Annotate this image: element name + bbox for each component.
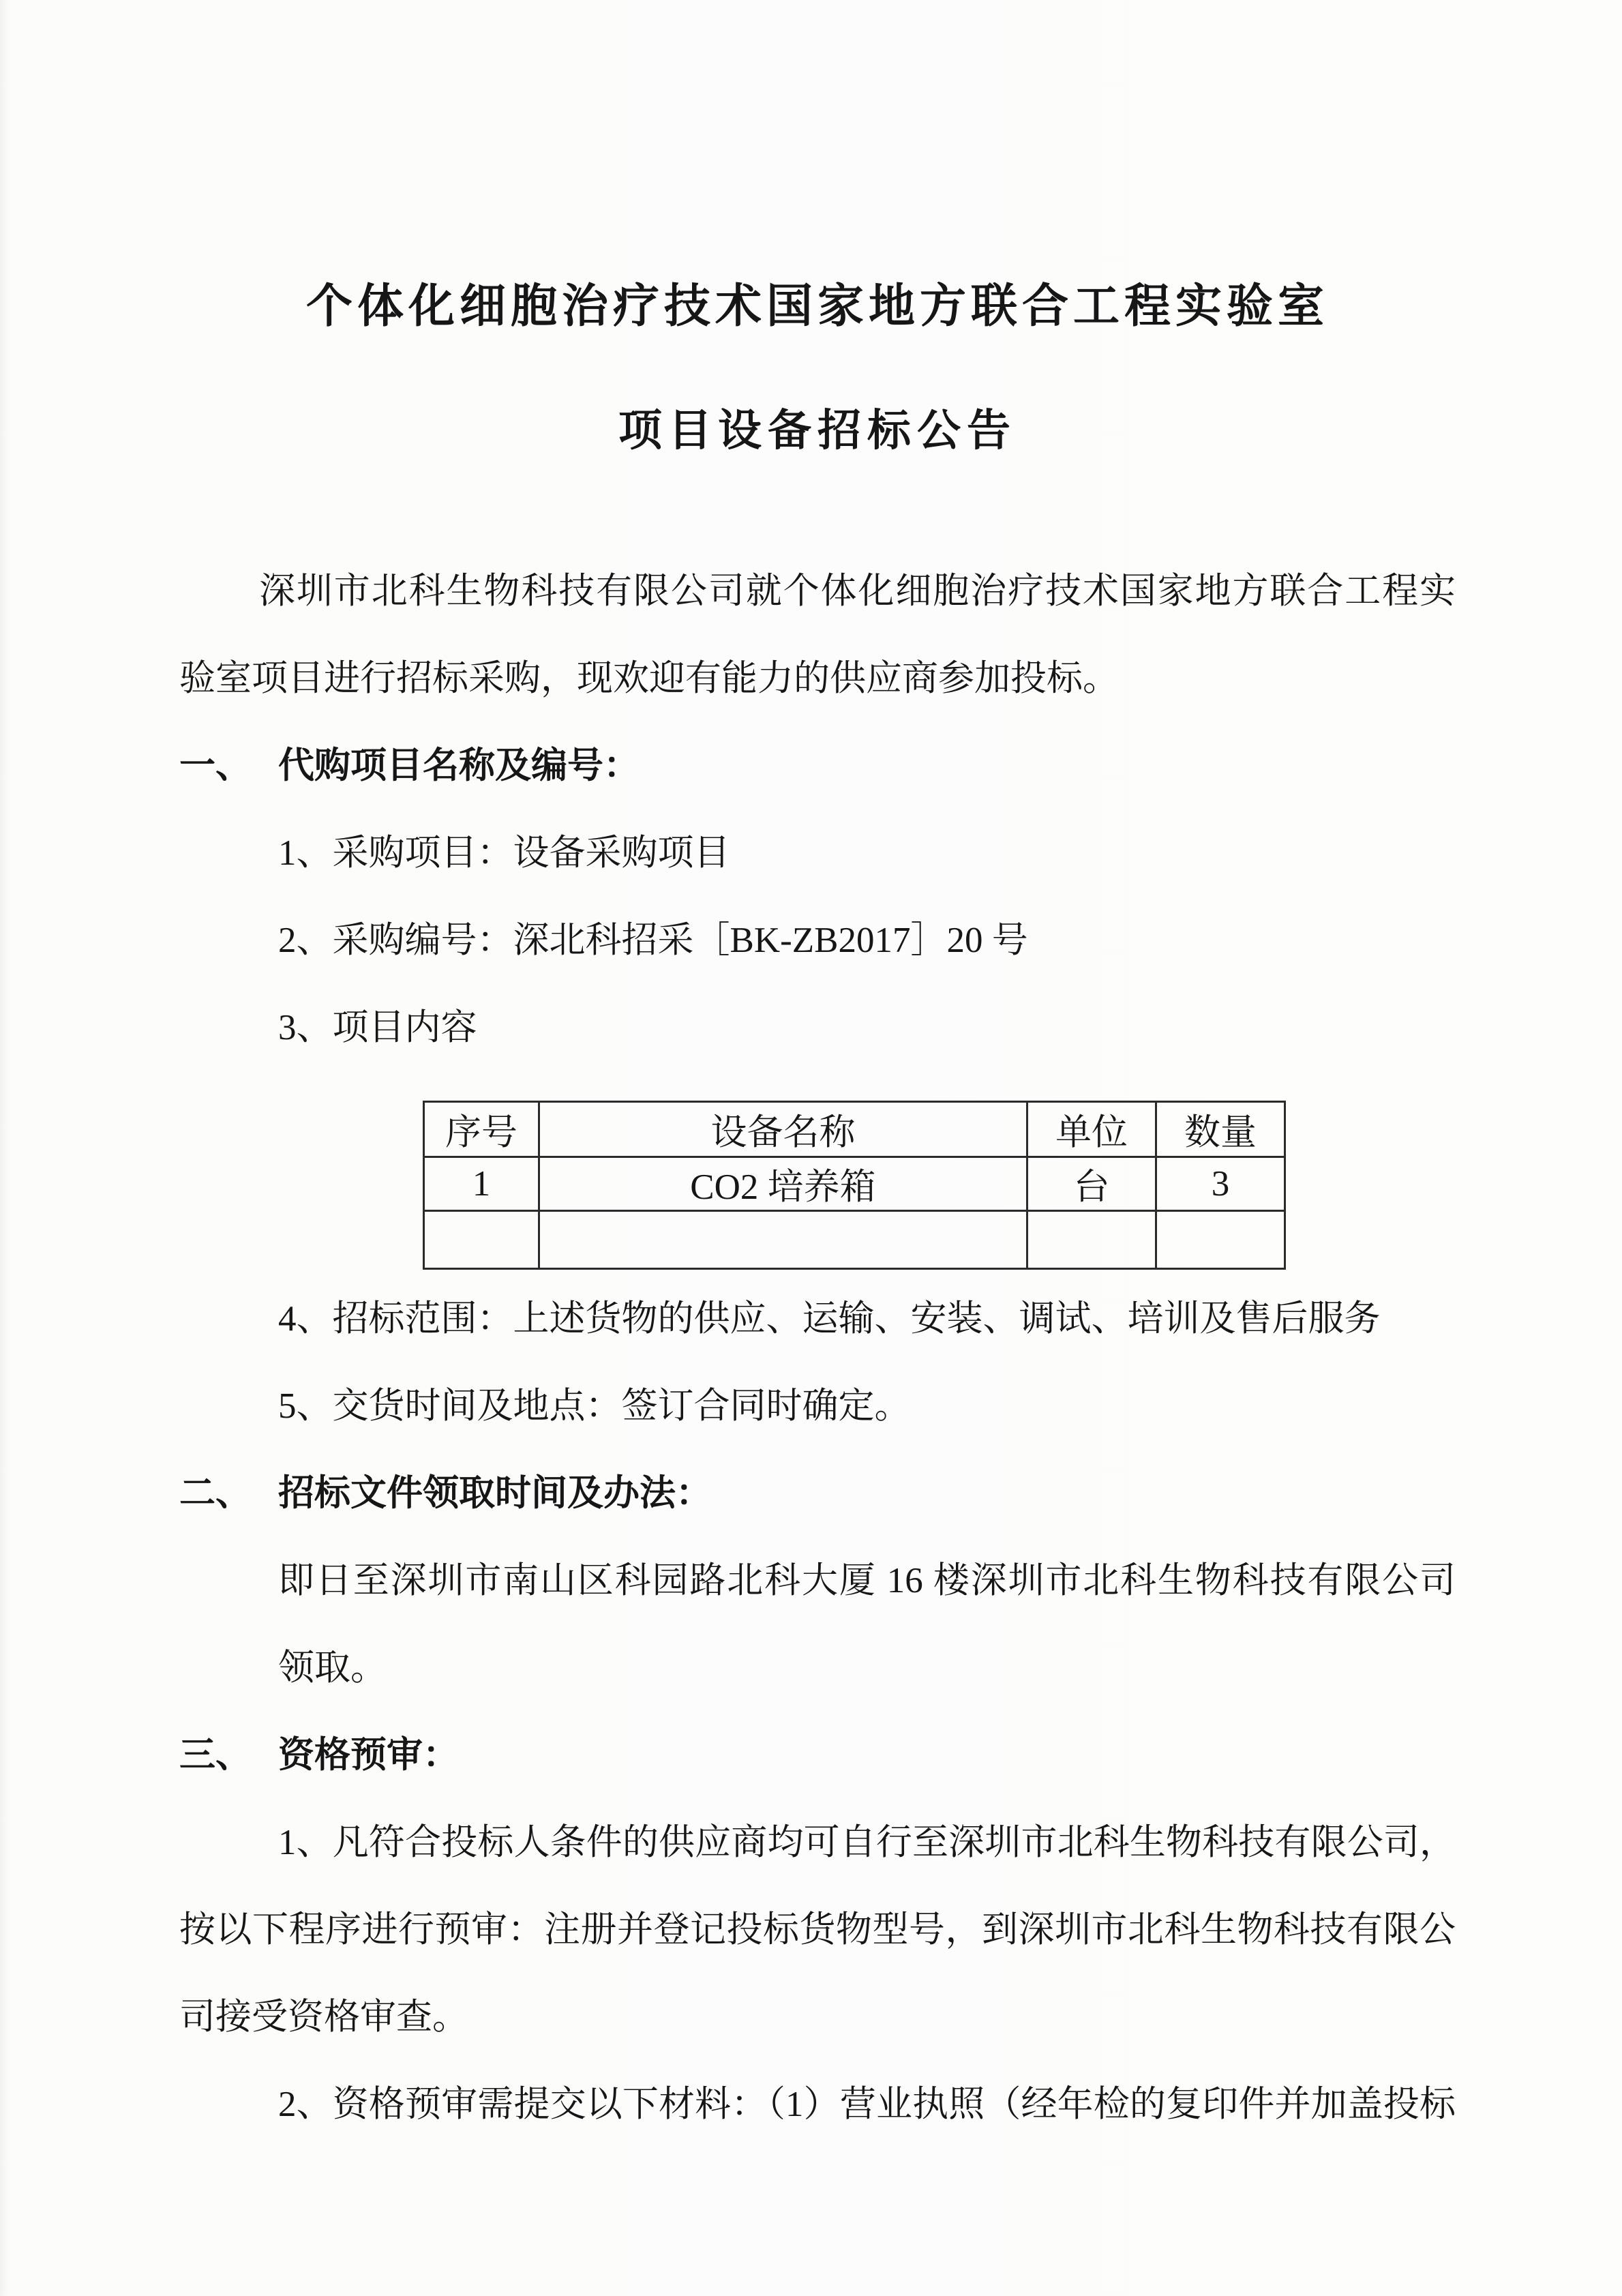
cell-name: CO2 培养箱 — [539, 1157, 1027, 1211]
section-1-heading — [179, 722, 1456, 809]
section-3-title: 资格预审： — [278, 1735, 459, 1775]
intro-paragraph — [179, 548, 1456, 722]
section-1-item-1: 1、采购项目：设备采购项目 — [278, 833, 730, 873]
col-header-no: 序号 — [424, 1102, 539, 1157]
table-row-empty — [424, 1211, 1285, 1269]
section-1-item-2: 2、采购编号：深北科招采［BK-ZB2017］20 号 — [278, 921, 1028, 960]
section-2-line-2: 领取。 — [278, 1648, 387, 1688]
cell-qty: 3 — [1156, 1157, 1285, 1211]
section-3-line-3: 司接受资格审查。 — [179, 1997, 468, 2037]
section-2-heading — [179, 1450, 1456, 1537]
cell-unit: 台 — [1027, 1157, 1156, 1211]
table-header-row — [424, 1102, 1285, 1157]
section-1-item-3: 3、项目内容 — [278, 1008, 477, 1047]
cell-no — [424, 1211, 539, 1269]
section-3-marker: 三、 — [179, 1735, 252, 1775]
section-1-item-5: 5、交货时间及地点：签订合同时确定。 — [278, 1386, 911, 1426]
cell-unit — [1027, 1211, 1156, 1269]
equipment-table — [423, 1101, 1286, 1270]
section-1-marker: 一、 — [179, 746, 252, 786]
section-3-heading — [179, 1712, 1456, 1799]
document-title-line1: 个体化细胞治疗技术国家地方联合工程实验室 — [305, 280, 1329, 332]
intro-line-2: 验室项目进行招标采购，现欢迎有能力的供应商参加投标。 — [179, 659, 1119, 698]
cell-name — [539, 1211, 1027, 1269]
section-2-marker: 二、 — [179, 1474, 252, 1513]
col-header-name: 设备名称 — [539, 1102, 1027, 1157]
section-2-line-1: 即日至深圳市南山区科园路北科大厦 16 楼深圳市北科生物科技有限公司 — [278, 1561, 1456, 1600]
equipment-table-wrapper — [423, 1101, 1456, 1270]
intro-line-1: 深圳市北科生物科技有限公司就个体化细胞治疗技术国家地方联合工程实 — [259, 571, 1456, 611]
section-1-item-4: 4、招标范围：上述货物的供应、运输、安装、调试、培训及售后服务 — [278, 1299, 1381, 1339]
section-3-line-2: 按以下程序进行预审：注册并登记投标货物型号，到深圳市北科生物科技有限公 — [179, 1910, 1456, 1950]
cell-qty — [1156, 1211, 1285, 1269]
document-title-line2: 项目设备招标公告 — [618, 406, 1017, 455]
section-3-line-4: 2、资格预审需提交以下材料：（1）营业执照（经年检的复印件并加盖投标 — [278, 2085, 1456, 2124]
col-header-unit: 单位 — [1027, 1102, 1156, 1157]
table-row — [424, 1157, 1285, 1211]
col-header-qty: 数量 — [1156, 1102, 1285, 1157]
cell-no: 1 — [424, 1157, 539, 1211]
section-1-title: 代购项目名称及编号： — [278, 746, 640, 786]
section-3-line-1: 1、凡符合投标人条件的供应商均可自行至深圳市北科生物科技有限公司， — [278, 1823, 1456, 1862]
section-2-title: 招标文件领取时间及办法： — [278, 1474, 712, 1513]
